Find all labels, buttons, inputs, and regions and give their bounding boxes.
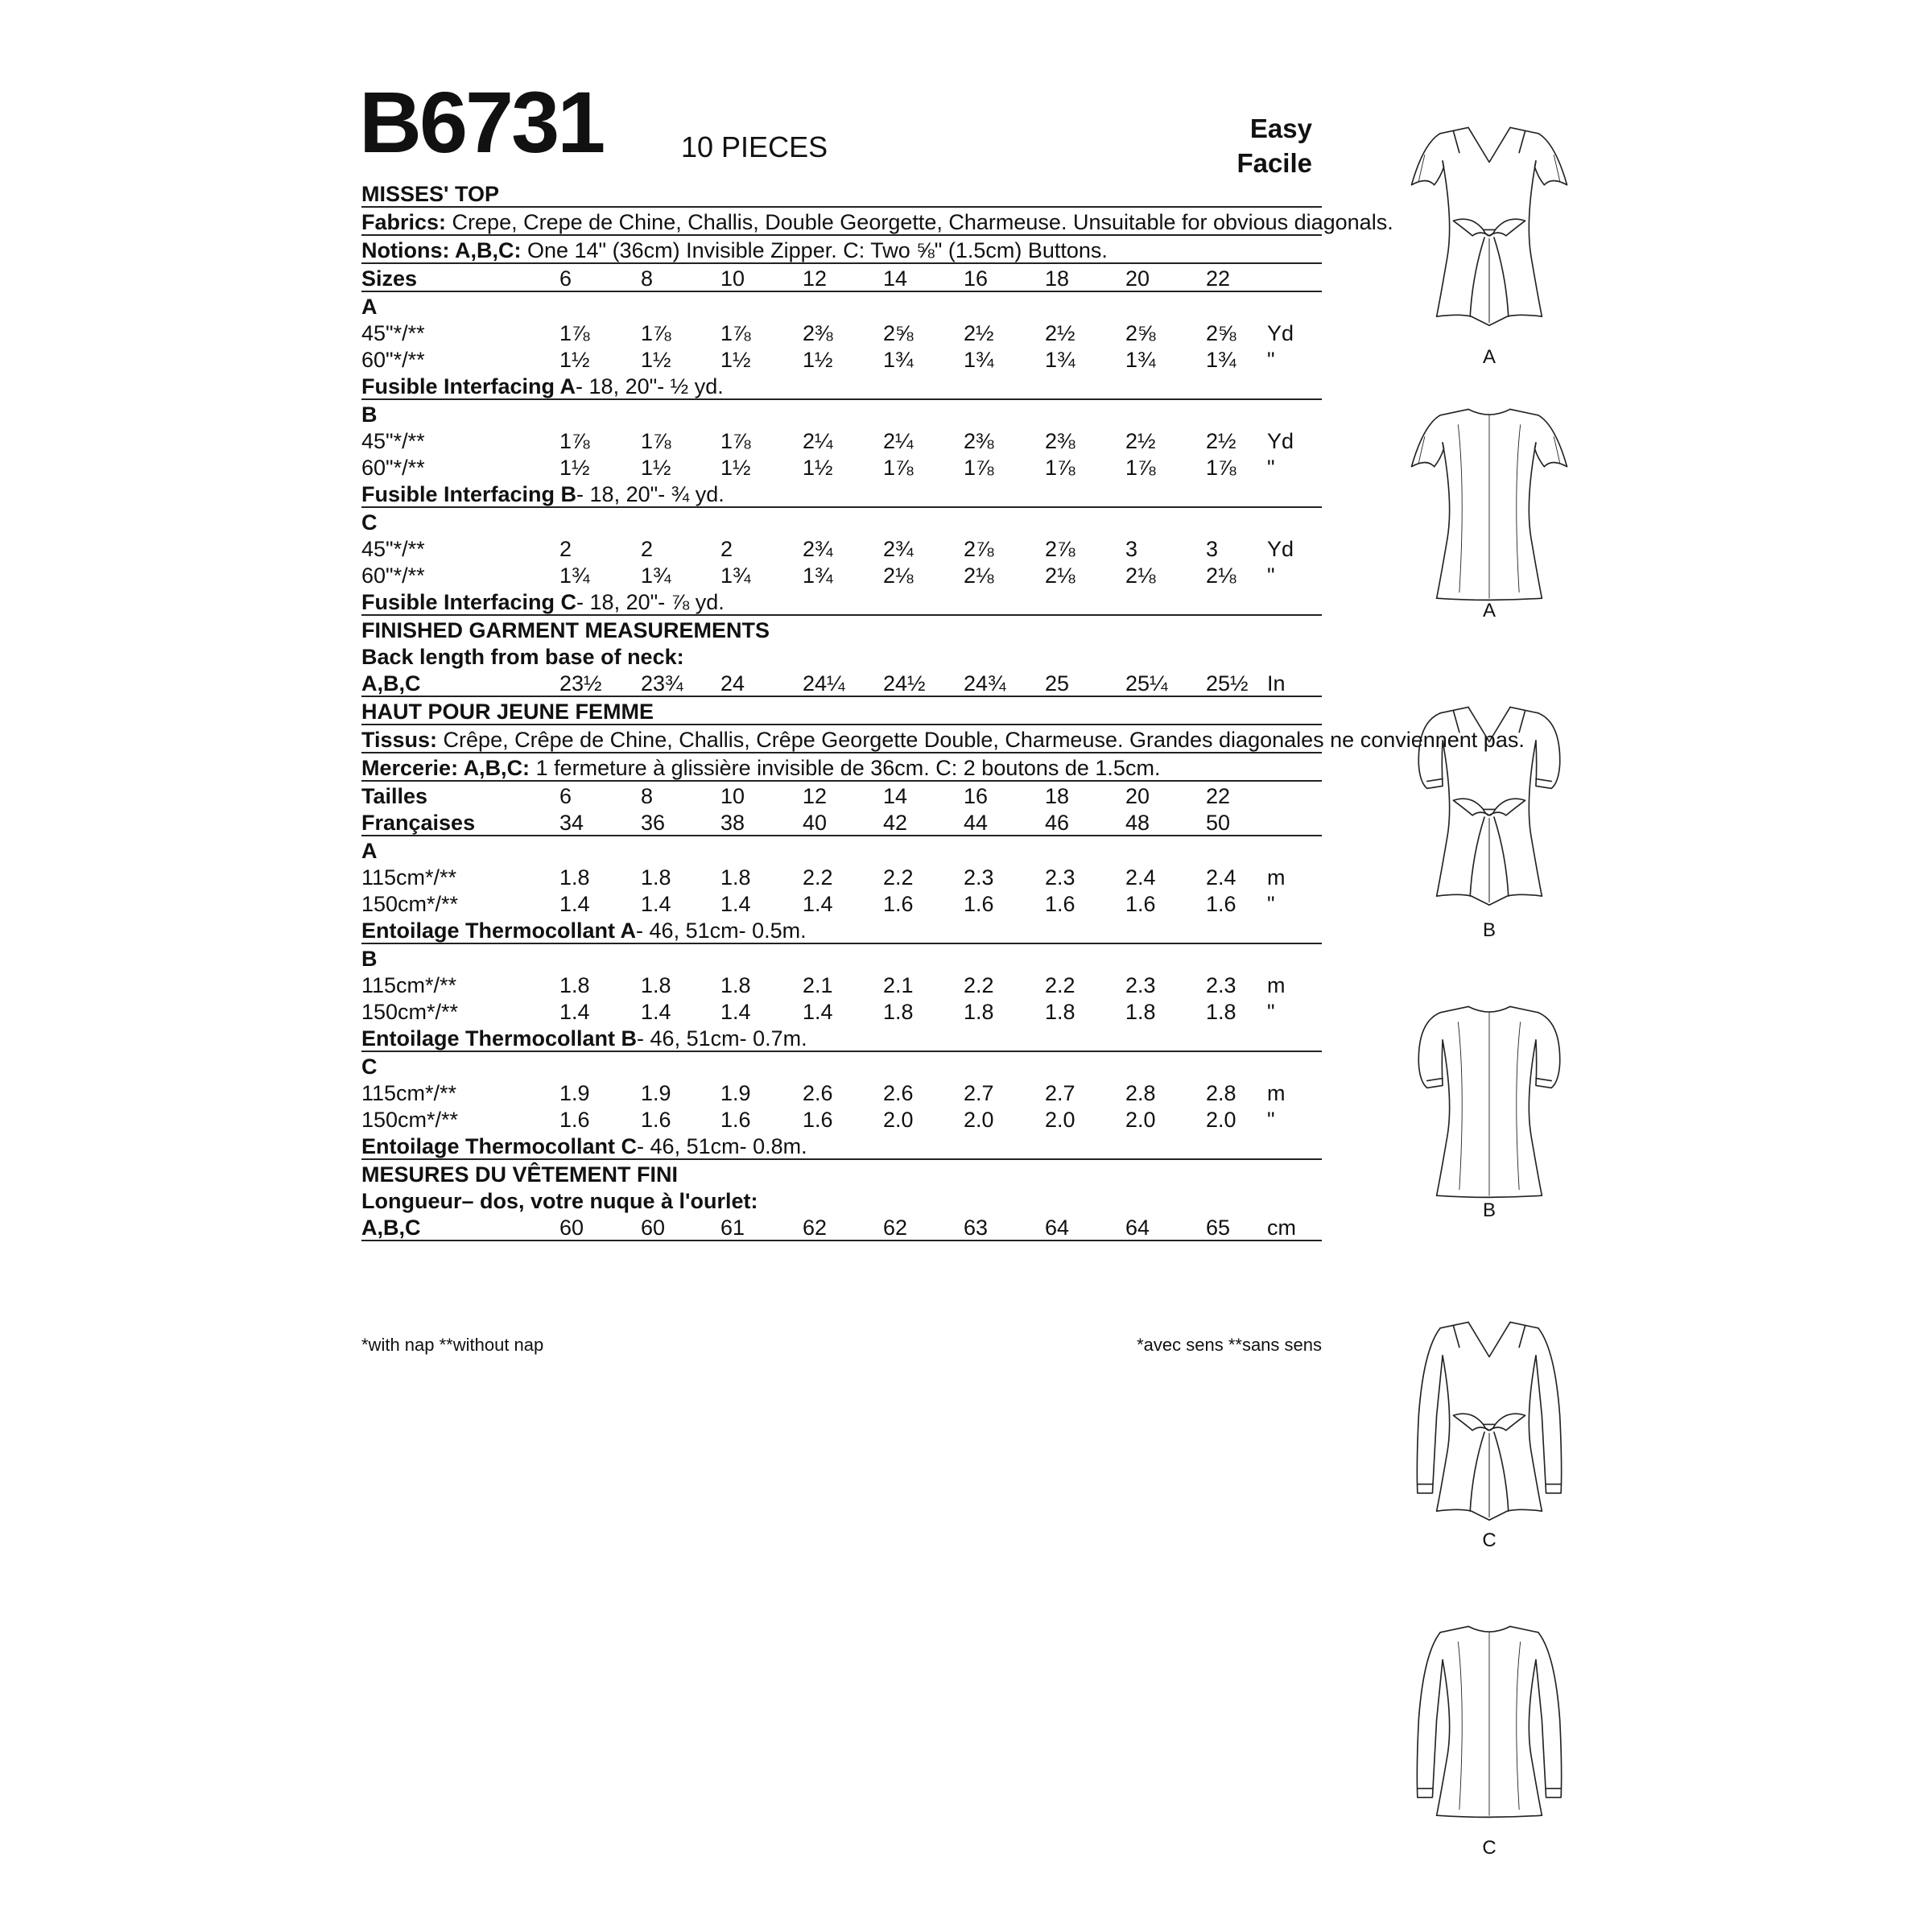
size-value: 2⅝ [1125, 321, 1156, 345]
size-value: 1.8 [559, 865, 590, 890]
interfacing-note-label: Entoilage Thermocollant A [361, 919, 637, 943]
size-value: 1⅞ [1206, 456, 1236, 480]
size-value: 1½ [559, 456, 590, 480]
fabrics-note-label: Tissus: [361, 728, 438, 752]
unit-label: m [1267, 865, 1286, 890]
size-value: 64 [1125, 1216, 1150, 1240]
view-label-text: C [361, 1055, 378, 1079]
size-value: 1½ [803, 348, 833, 372]
size-value: 1.4 [803, 1000, 833, 1024]
size-value: 38 [720, 811, 745, 835]
section-title-text: MISSES' TOP [361, 182, 499, 206]
size-value: 44 [964, 811, 989, 835]
size-value: 2.1 [883, 973, 914, 997]
unit-label: " [1267, 348, 1275, 372]
size-value: 2⅛ [883, 564, 914, 588]
size-value: 2.3 [1045, 865, 1075, 890]
size-value: 25¼ [1125, 671, 1168, 696]
fabrics-note-text: Fabrics: Crepe, Crepe de Chine, Challis, Double Georgette, Charmeuse. Unsuitable for obvious diagonals. [361, 210, 1393, 234]
row-label: 60"*/** [361, 456, 425, 480]
size-value: 2.4 [1206, 865, 1236, 890]
size-value: 65 [1206, 1216, 1231, 1240]
size-value: 2½ [1045, 321, 1075, 345]
size-value: 2⅛ [1045, 564, 1075, 588]
size-value: 16 [964, 266, 989, 291]
size-value: 1.8 [559, 973, 590, 997]
size-value: 2.3 [964, 865, 994, 890]
size-value: 1¾ [1125, 348, 1156, 372]
size-value: 2.2 [1045, 973, 1075, 997]
unit-label: In [1267, 671, 1286, 696]
size-value: 1½ [641, 456, 671, 480]
size-value: 1.6 [803, 1108, 833, 1132]
size-value: 2⅝ [883, 321, 914, 345]
finished-subtitle-text: Back length from base of neck: [361, 645, 684, 669]
size-value: 1.8 [1125, 1000, 1156, 1024]
size-value: 1⅞ [720, 321, 751, 345]
size-value: 1.4 [720, 1000, 751, 1024]
size-value: 2.7 [964, 1081, 994, 1105]
unit-label: Yd [1267, 429, 1294, 453]
interfacing-note [361, 916, 1322, 944]
row-label: 115cm*/** [361, 865, 457, 890]
size-value: 2 [559, 537, 572, 561]
garment-sketch-3 [1385, 699, 1594, 912]
unit-label: Yd [1267, 321, 1294, 345]
size-value: 1.6 [883, 892, 914, 916]
view-label [361, 944, 1322, 971]
size-value: 1⅞ [883, 456, 914, 480]
size-value: 1⅞ [641, 429, 671, 453]
size-value: 2 [720, 537, 733, 561]
size-value: 10 [720, 266, 745, 291]
size-value: 2.4 [1125, 865, 1156, 890]
size-value: 46 [1045, 811, 1070, 835]
fabrics-note [361, 208, 1393, 236]
difficulty-rating [1236, 111, 1312, 180]
size-value: 48 [1125, 811, 1150, 835]
size-value: 1.8 [641, 973, 671, 997]
size-value: 1⅞ [720, 429, 751, 453]
sketch-view-label: A [1482, 346, 1496, 368]
size-value: 1½ [559, 348, 590, 372]
row-label: 115cm*/** [361, 973, 457, 997]
size-value: 25 [1045, 671, 1070, 696]
french-sizes-row [361, 808, 1322, 836]
size-value: 2½ [1125, 429, 1156, 453]
size-value: 2.3 [1206, 973, 1236, 997]
size-value: 62 [803, 1216, 828, 1240]
size-value: 1⅞ [559, 321, 590, 345]
size-value: 1¾ [641, 564, 671, 588]
notions-note [361, 753, 1322, 782]
interfacing-note-text: Fusible Interfacing A- 18, 20"- ½ yd. [361, 374, 724, 398]
size-value: 6 [559, 784, 572, 808]
size-value: 6 [559, 266, 572, 291]
measurement-row [361, 535, 1322, 561]
size-value: 16 [964, 784, 989, 808]
row-label: 115cm*/** [361, 1081, 457, 1105]
row-label: A,B,C [361, 1216, 421, 1240]
measurement-row [361, 319, 1322, 345]
size-value: 2⅜ [803, 321, 833, 345]
sizes-row [361, 782, 1322, 808]
view-label [361, 292, 1322, 319]
row-label: 150cm*/** [361, 892, 459, 916]
view-label [361, 836, 1322, 863]
interfacing-note-text: Fusible Interfacing C- 18, 20"- ⅞ yd. [361, 590, 724, 614]
size-value: 1⅞ [1125, 456, 1156, 480]
size-value: 12 [803, 266, 828, 291]
size-value: 2⅜ [1045, 429, 1075, 453]
difficulty-en: Easy [1249, 114, 1312, 143]
size-value: 36 [641, 811, 666, 835]
yardage-chart [361, 180, 1525, 1241]
interfacing-note [361, 588, 1322, 616]
size-value: 1¾ [720, 564, 751, 588]
size-value: 2⅝ [1206, 321, 1236, 345]
finished-title [361, 616, 1322, 642]
size-value: 1½ [803, 456, 833, 480]
size-value: 12 [803, 784, 828, 808]
size-value: 60 [641, 1216, 666, 1240]
size-value: 2.1 [803, 973, 833, 997]
measurement-row [361, 997, 1322, 1024]
row-label: 60"*/** [361, 564, 425, 588]
section-title [361, 180, 1322, 208]
size-value: 2.0 [1125, 1108, 1156, 1132]
row-label: 45"*/** [361, 537, 425, 561]
measurement-row [361, 561, 1322, 588]
garment-illustration [1385, 699, 1594, 908]
size-value: 2.8 [1206, 1081, 1236, 1105]
size-value: 2.2 [883, 865, 914, 890]
footnote-french: *avec sens **sans sens [1137, 1335, 1322, 1355]
size-value: 64 [1045, 1216, 1070, 1240]
finished-title-text: FINISHED GARMENT MEASUREMENTS [361, 618, 770, 642]
size-value: 1¾ [1045, 348, 1075, 372]
size-value: 2½ [1206, 429, 1236, 453]
size-value: 1.9 [641, 1081, 671, 1105]
interfacing-note-label: Fusible Interfacing A [361, 374, 576, 398]
size-value: 2.7 [1045, 1081, 1075, 1105]
garment-illustration [1385, 401, 1594, 610]
size-value: 34 [559, 811, 584, 835]
measurement-row [361, 345, 1322, 372]
section-title-text: HAUT POUR JEUNE FEMME [361, 700, 654, 724]
size-value: 14 [883, 266, 908, 291]
row-label: Sizes [361, 266, 418, 291]
view-label-text: B [361, 947, 378, 971]
interfacing-note-label: Fusible Interfacing B [361, 482, 577, 506]
size-value: 1.6 [1125, 892, 1156, 916]
unit-label: " [1267, 1108, 1275, 1132]
garment-sketch-1 [1385, 119, 1594, 332]
interfacing-note [361, 1024, 1322, 1052]
finished-length-row [361, 669, 1322, 697]
fabrics-note-label: Fabrics: [361, 210, 447, 234]
interfacing-note [361, 480, 1322, 508]
size-value: 1.8 [720, 973, 751, 997]
measurement-row [361, 890, 1322, 916]
pattern-number: B6731 [359, 73, 604, 171]
size-value: 2.8 [1125, 1081, 1156, 1105]
size-value: 2.3 [1125, 973, 1156, 997]
view-label-text: A [361, 839, 378, 863]
size-value: 2¼ [883, 429, 914, 453]
size-value: 2.0 [964, 1108, 994, 1132]
unit-label: " [1267, 1000, 1275, 1024]
view-label-text: C [361, 510, 378, 535]
size-value: 1.6 [1206, 892, 1236, 916]
size-value: 8 [641, 266, 654, 291]
size-value: 25½ [1206, 671, 1249, 696]
view-label [361, 400, 1322, 427]
measurement-row [361, 1079, 1322, 1105]
size-value: 2⅞ [964, 537, 994, 561]
size-value: 2 [641, 537, 654, 561]
size-value: 1⅞ [641, 321, 671, 345]
notions-note-text: Mercerie: A,B,C: 1 fermeture à glissière invisible de 36cm. C: 2 boutons de 1.5cm. [361, 756, 1161, 780]
size-value: 50 [1206, 811, 1231, 835]
size-value: 1½ [720, 348, 751, 372]
row-label: 45"*/** [361, 321, 425, 345]
fabrics-note [361, 725, 1525, 753]
size-value: 1½ [641, 348, 671, 372]
finished-subtitle-text: Longueur– dos, votre nuque à l'ourlet: [361, 1189, 758, 1213]
size-value: 10 [720, 784, 745, 808]
size-value: 1¾ [883, 348, 914, 372]
size-value: 2¾ [883, 537, 914, 561]
measurement-row [361, 863, 1322, 890]
notions-note-label: Mercerie: A,B,C: [361, 756, 530, 780]
size-value: 1.8 [883, 1000, 914, 1024]
size-value: 22 [1206, 784, 1231, 808]
difficulty-fr: Facile [1236, 148, 1312, 178]
size-value: 1.8 [720, 865, 751, 890]
size-value: 1.4 [803, 892, 833, 916]
size-value: 24¾ [964, 671, 1006, 696]
size-value: 3 [1206, 537, 1219, 561]
row-label: 150cm*/** [361, 1000, 459, 1024]
garment-illustration [1385, 998, 1594, 1208]
sketch-view-label: C [1482, 1837, 1496, 1859]
size-value: 2¼ [803, 429, 833, 453]
size-value: 1.6 [720, 1108, 751, 1132]
finished-title-text: MESURES DU VÊTEMENT FINI [361, 1162, 679, 1187]
size-value: 1.9 [720, 1081, 751, 1105]
view-label [361, 1052, 1322, 1079]
size-value: 1.4 [641, 1000, 671, 1024]
sketch-view-label: A [1482, 600, 1496, 621]
size-value: 1.8 [1206, 1000, 1236, 1024]
section-title [361, 697, 1322, 725]
finished-length-row [361, 1213, 1322, 1241]
row-label: 45"*/** [361, 429, 425, 453]
footnote-english: *with nap **without nap [361, 1335, 544, 1355]
measurement-row [361, 427, 1322, 453]
sketch-view-label: B [1482, 919, 1496, 941]
size-value: 20 [1125, 266, 1150, 291]
finished-title [361, 1160, 1322, 1187]
size-value: 1.4 [559, 1000, 590, 1024]
row-label: 60"*/** [361, 348, 425, 372]
size-value: 1¾ [1206, 348, 1236, 372]
row-label: Tailles [361, 784, 428, 808]
size-value: 2.0 [1206, 1108, 1236, 1132]
size-value: 1.6 [641, 1108, 671, 1132]
size-value: 24¼ [803, 671, 845, 696]
size-value: 1¾ [964, 348, 994, 372]
notions-note-label: Notions: A,B,C: [361, 238, 522, 262]
size-value: 1.6 [964, 892, 994, 916]
size-value: 20 [1125, 784, 1150, 808]
interfacing-note-label: Fusible Interfacing C [361, 590, 577, 614]
unit-label: m [1267, 973, 1286, 997]
size-value: 3 [1125, 537, 1138, 561]
size-value: 1.4 [559, 892, 590, 916]
measurement-row [361, 1105, 1322, 1132]
interfacing-note-text: Fusible Interfacing B- 18, 20"- ¾ yd. [361, 482, 724, 506]
size-value: 1¾ [559, 564, 590, 588]
garment-sketch-6 [1385, 1618, 1594, 1831]
interfacing-note-label: Entoilage Thermocollant B [361, 1026, 638, 1051]
notions-note-text: Notions: A,B,C: One 14" (36cm) Invisible Zipper. C: Two ⅝" (1.5cm) Buttons. [361, 238, 1108, 262]
size-value: 62 [883, 1216, 908, 1240]
finished-subtitle [361, 642, 1322, 669]
size-value: 1.8 [1045, 1000, 1075, 1024]
interfacing-note-text: Entoilage Thermocollant C- 46, 51cm- 0.8m. [361, 1134, 807, 1158]
size-value: 8 [641, 784, 654, 808]
size-value: 1.6 [1045, 892, 1075, 916]
measurement-row [361, 453, 1322, 480]
size-value: 60 [559, 1216, 584, 1240]
size-value: 40 [803, 811, 828, 835]
size-value: 2.2 [964, 973, 994, 997]
unit-label: " [1267, 564, 1275, 588]
size-value: 2⅛ [1125, 564, 1156, 588]
unit-label: Yd [1267, 537, 1294, 561]
garment-illustration [1385, 1314, 1594, 1523]
interfacing-note-label: Entoilage Thermocollant C [361, 1134, 638, 1158]
row-label: 150cm*/** [361, 1108, 459, 1132]
size-value: 2½ [964, 321, 994, 345]
size-value: 2.0 [1045, 1108, 1075, 1132]
size-value: 2⅛ [1206, 564, 1236, 588]
unit-label: m [1267, 1081, 1286, 1105]
size-value: 14 [883, 784, 908, 808]
size-value: 24½ [883, 671, 926, 696]
garment-illustration [1385, 119, 1594, 328]
size-value: 1.9 [559, 1081, 590, 1105]
garment-illustration [1385, 1618, 1594, 1827]
garment-sketch-4 [1385, 998, 1594, 1212]
fabrics-note-text: Tissus: Crêpe, Crêpe de Chine, Challis, Crêpe Georgette Double, Charmeuse. Grandes diagonales ne conviennent pas. [361, 728, 1525, 752]
size-value: 2.2 [803, 865, 833, 890]
size-value: 1.8 [964, 1000, 994, 1024]
size-value: 24 [720, 671, 745, 696]
size-value: 18 [1045, 266, 1070, 291]
view-label [361, 508, 1322, 535]
size-value: 23½ [559, 671, 602, 696]
size-value: 1⅞ [559, 429, 590, 453]
size-value: 2.6 [883, 1081, 914, 1105]
interfacing-note-text: Entoilage Thermocollant A- 46, 51cm- 0.5m. [361, 919, 807, 943]
size-value: 42 [883, 811, 908, 835]
unit-label: " [1267, 892, 1275, 916]
interfacing-note [361, 1132, 1322, 1160]
view-label-text: A [361, 295, 378, 319]
row-label: A,B,C [361, 671, 421, 696]
finished-subtitle [361, 1187, 1322, 1213]
view-label-text: B [361, 402, 378, 427]
interfacing-note-text: Entoilage Thermocollant B- 46, 51cm- 0.7m. [361, 1026, 807, 1051]
size-value: 1⅞ [964, 456, 994, 480]
size-value: 22 [1206, 266, 1231, 291]
size-value: 2⅞ [1045, 537, 1075, 561]
piece-count: 10 PIECES [681, 130, 828, 163]
size-value: 1⅞ [1045, 456, 1075, 480]
size-value: 18 [1045, 784, 1070, 808]
size-value: 1.8 [641, 865, 671, 890]
size-value: 2.6 [803, 1081, 833, 1105]
size-value: 1½ [720, 456, 751, 480]
size-value: 2⅛ [964, 564, 994, 588]
sketch-view-label: C [1482, 1530, 1496, 1551]
unit-label: " [1267, 456, 1275, 480]
size-value: 1¾ [803, 564, 833, 588]
interfacing-note [361, 372, 1322, 400]
size-value: 1.6 [559, 1108, 590, 1132]
size-value: 23¾ [641, 671, 683, 696]
size-value: 1.4 [720, 892, 751, 916]
garment-sketch-5 [1385, 1314, 1594, 1527]
row-label: Françaises [361, 811, 476, 835]
notions-note [361, 236, 1322, 264]
sizes-row [361, 264, 1322, 292]
size-value: 63 [964, 1216, 989, 1240]
sketch-view-label: B [1482, 1199, 1496, 1221]
size-value: 2⅜ [964, 429, 994, 453]
measurement-row [361, 971, 1322, 997]
size-value: 2¾ [803, 537, 833, 561]
garment-sketch-2 [1385, 401, 1594, 614]
unit-label: cm [1267, 1216, 1296, 1240]
size-value: 61 [720, 1216, 745, 1240]
size-value: 1.4 [641, 892, 671, 916]
size-value: 2.0 [883, 1108, 914, 1132]
